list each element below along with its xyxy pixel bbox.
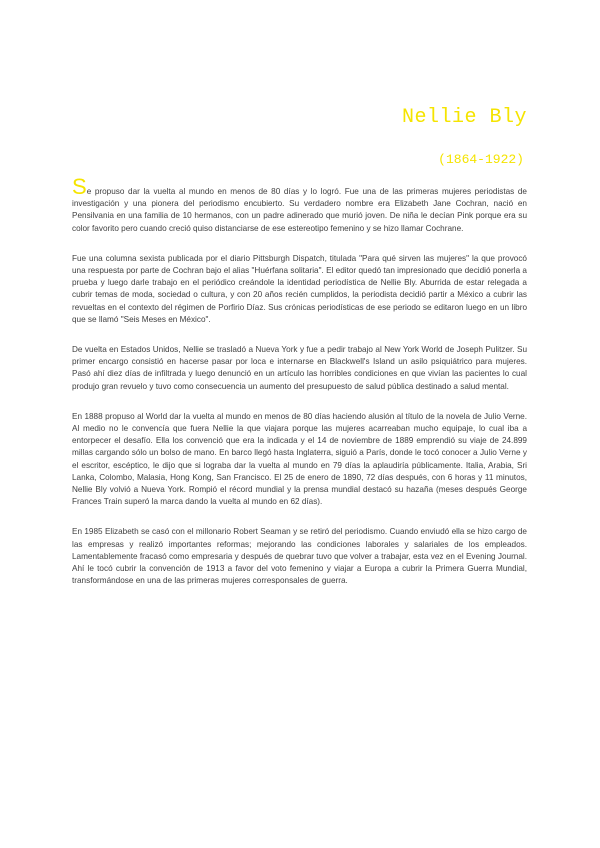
paragraph-2: Fue una columna sexista publicada por el diario Pittsburgh Dispatch, titulada "Para qué sirven las mujeres" la que provocó una respuesta por parte de Cochran bajo el alias "Huérfana solitaria". El editor quedó tan impresionado que decidió ponerla a prueba y luego darle trabajo en el periódico creándole la identidad periodística de Nellie Bly. Aburrida de estar relegada a cubrir temas de moda, sociedad o cultura, y con 20 años recién cumplidos, la periodista decidió partir a México a cubrir las revueltas en el contexto del régimen de Porfirio Díaz. Sus crónicas periodísticas de ese periodo se editaron luego en un libro que se llamó "Seis Meses en México". [72, 253, 527, 324]
paragraph-4: En 1888 propuso al World dar la vuelta al mundo en menos de 80 días haciendo alusión al título de la novela de Julio Verne. Al medio no le convencía que fuera Nellie la que viajara porque las mujeres acarreaban mucho equipaje, lo cual iba a entorpecer el desafío. Ella los convenció que era la indicada y el 14 de noviembre de 1889 emprendió su viaje de 24.899 millas cargando sólo un bolso de mano. En barco llegó hasta Inglaterra, siguió a París, donde le tocó conocer a Julio Verne y el escritor, escéptico, le dijo que si lograba dar la vuelta al mundo en 79 días la aplaudiría públicamente. Italia, Arabia, Sri Lanka, Colombo, Malasia, Hong Kong, San Francisco. El 25 de enero de 1890, 72 días después, con 6 horas y 11 minutos, Nellie Bly volvió a Nueva York. Rompió el récord mundial y la prensa mundial destacó su hazaña (meses después George Frances Train superó la marca dando la vuelta al mundo en 62 días). [72, 411, 527, 507]
paragraph-1-text: e propuso dar la vuelta al mundo en menos de 80 días y lo logró. Fue una de las primeras mujeres periodistas de investigación y una pionera del periodismo encubierto. Su verdadero nombre era Elizabeth Jane Cochran, nació en Pensilvania en una familia de 10 hermanos, con un padre adinerado que murió joven. De niña le decían Pink porque era su color favorito pero cuando creció quiso distanciarse de ese estereotipo femenino y se hizo llamar Cochrane. [72, 187, 527, 233]
paragraph-3: De vuelta en Estados Unidos, Nellie se trasladó a Nueva York y fue a pedir trabajo al New York World de Joseph Pulitzer. Su primer encargo consistió en hacerse pasar por loca e internarse en Blackwell's Island un asilo psiquiátrico para mujeres. Pasó ahí diez días de infiltrada y luego denunció en un artículo las horribles condiciones en que vivían las pacientes lo cual produjo gran revuelo y tuvo como consecuencia un aumento del presupuesto de salud pública destinado a salud mental. [72, 345, 527, 391]
article-body [72, 174, 527, 605]
life-dates: (1864-1922) [438, 152, 524, 167]
page-title: Nellie Bly [401, 106, 527, 129]
paragraph-1 [72, 174, 527, 235]
drop-cap: S [72, 174, 87, 199]
paragraph-5: En 1985 Elizabeth se casó con el millonario Robert Seaman y se retiró del periodismo. Cuando enviudó ella se hizo cargo de las empresas y realizó importantes reformas; mejorando las condiciones laborales y salariales de los empleados. Lamentablemente fracasó como empresaria y después de quebrar tuvo que volver a trabajar, esta vez en el Evening Journal. Ahí le tocó cubrir la convención de 1913 a favor del voto femenino y viajar a Europa a cubrir la Primera Guerra Mundial, transformándose en una de las primeras mujeres corresponsales de guerra. [72, 527, 527, 586]
